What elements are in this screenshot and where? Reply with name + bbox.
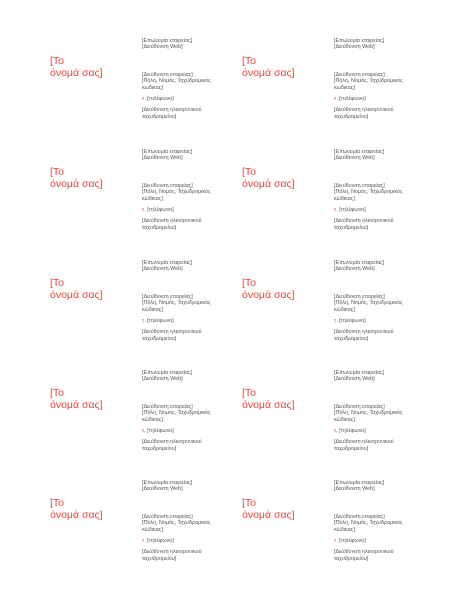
card-address-line1[interactable]: [Διεύθυνση εταιρείας]: [142, 293, 193, 300]
card-address-line2[interactable]: [Πόλη, Νομός, Ταχυδρομικός: [142, 410, 211, 417]
business-card: [50, 260, 240, 370]
business-card: [242, 260, 432, 370]
card-web[interactable]: [Διεύθυνση Web]: [142, 376, 183, 383]
card-address-line3[interactable]: κώδικας]: [334, 416, 355, 423]
business-card: [50, 370, 240, 480]
card-phone[interactable]: [τηλέφωνο]: [147, 538, 174, 545]
card-phone[interactable]: [τηλέφωνο]: [339, 538, 366, 545]
card-address-line3[interactable]: κώδικας]: [142, 526, 163, 533]
card-email-line2[interactable]: ταχυδρομείου]: [142, 555, 177, 562]
card-name[interactable]: [50, 497, 103, 521]
card-address-line1[interactable]: [Διεύθυνση εταιρείας]: [142, 182, 193, 189]
business-card: [242, 370, 432, 480]
card-phone-prefix: τ.: [334, 538, 338, 545]
spacer: [334, 51, 432, 72]
card-email-line1[interactable]: [Διεύθυνση ηλεκτρονικού: [334, 218, 394, 225]
card-name-line2: όνομά σας]: [50, 399, 103, 411]
card-address-line2[interactable]: [Πόλη, Νομός, Ταχυδρομικός: [334, 189, 403, 196]
card-name-line2: όνομά σας]: [242, 67, 295, 79]
card-email-line2[interactable]: ταχυδρομείου]: [334, 555, 369, 562]
card-web[interactable]: [Διεύθυνση Web]: [334, 266, 375, 273]
card-phone-prefix: τ.: [334, 318, 338, 325]
business-card: [50, 38, 240, 148]
card-email-line2[interactable]: ταχυδρομείου]: [334, 113, 369, 120]
card-name-line2: όνομά σας]: [242, 178, 295, 190]
spacer: [142, 383, 240, 404]
card-name[interactable]: [242, 166, 295, 190]
card-phone[interactable]: [τηλέφωνο]: [339, 318, 366, 325]
card-phone-prefix: τ.: [334, 96, 338, 103]
spacer: [142, 162, 240, 183]
card-address-line1[interactable]: [Διεύθυνση εταιρείας]: [142, 513, 193, 520]
card-web[interactable]: [Διεύθυνση Web]: [334, 486, 375, 493]
card-address-line3[interactable]: κώδικας]: [334, 195, 355, 202]
card-info: [334, 260, 432, 342]
card-name-line2: όνομά σας]: [50, 289, 103, 301]
card-phone-prefix: τ.: [334, 428, 338, 435]
card-phone[interactable]: [τηλέφωνο]: [147, 428, 174, 435]
card-name-line2: όνομά σας]: [242, 289, 295, 301]
card-phone[interactable]: [τηλέφωνο]: [339, 207, 366, 214]
card-name-line1: [Το: [242, 55, 257, 67]
card-address-line3[interactable]: κώδικας]: [334, 526, 355, 533]
card-name-line1: [Το: [242, 277, 257, 289]
card-name-line1: [Το: [50, 387, 65, 399]
card-name-line2: όνομά σας]: [50, 509, 103, 521]
card-info: [142, 260, 240, 342]
spacer: [142, 493, 240, 514]
card-address-line3[interactable]: κώδικας]: [334, 84, 355, 91]
card-address-line1[interactable]: [Διεύθυνση εταιρείας]: [334, 293, 385, 300]
card-name-line1: [Το: [50, 277, 65, 289]
card-address-line2[interactable]: [Πόλη, Νομός, Ταχυδρομικός: [142, 520, 211, 527]
card-name[interactable]: [242, 497, 295, 521]
card-address-line1[interactable]: [Διεύθυνση εταιρείας]: [142, 71, 193, 78]
card-address-line2[interactable]: [Πόλη, Νομός, Ταχυδρομικός: [334, 410, 403, 417]
card-email-line1[interactable]: [Διεύθυνση ηλεκτρονικού: [142, 218, 202, 225]
card-address-line3[interactable]: κώδικας]: [142, 195, 163, 202]
card-name[interactable]: [50, 55, 103, 79]
card-company[interactable]: [Επωνυμία εταιρείας]: [142, 370, 193, 376]
business-card: [242, 480, 432, 590]
card-info: [142, 370, 240, 452]
card-email-line1[interactable]: [Διεύθυνση ηλεκτρονικού: [142, 549, 202, 556]
spacer: [334, 383, 432, 404]
card-phone[interactable]: [τηλέφωνο]: [147, 96, 174, 103]
card-address-line2[interactable]: [Πόλη, Νομός, Ταχυδρομικός: [334, 300, 403, 307]
card-address-line1[interactable]: [Διεύθυνση εταιρείας]: [334, 403, 385, 410]
card-phone-prefix: τ.: [142, 207, 146, 214]
card-address-line3[interactable]: κώδικας]: [334, 306, 355, 313]
card-name[interactable]: [50, 387, 103, 411]
card-phone-prefix: τ.: [142, 318, 146, 325]
card-web[interactable]: [Διεύθυνση Web]: [334, 376, 375, 383]
card-info: [334, 149, 432, 231]
card-info: [142, 38, 240, 120]
card-address-line3[interactable]: κώδικας]: [142, 306, 163, 313]
card-name-line2: όνομά σας]: [242, 399, 295, 411]
card-web[interactable]: [Διεύθυνση Web]: [334, 44, 375, 51]
card-info: [142, 480, 240, 562]
card-phone[interactable]: [τηλέφωνο]: [147, 318, 174, 325]
card-name-line1: [Το: [50, 55, 65, 67]
card-address-line1[interactable]: [Διεύθυνση εταιρείας]: [334, 513, 385, 520]
card-phone-prefix: τ.: [142, 96, 146, 103]
card-email-line1[interactable]: [Διεύθυνση ηλεκτρονικού: [334, 107, 394, 114]
card-name-line2: όνομά σας]: [50, 178, 103, 190]
card-address-line1[interactable]: [Διεύθυνση εταιρείας]: [334, 182, 385, 189]
card-company[interactable]: [Επωνυμία εταιρείας]: [334, 260, 385, 266]
card-email-line1[interactable]: [Διεύθυνση ηλεκτρονικού: [334, 439, 394, 446]
card-info: [334, 480, 432, 562]
card-name[interactable]: [242, 277, 295, 301]
card-company[interactable]: [Επωνυμία εταιρείας]: [142, 260, 193, 266]
card-email-line2[interactable]: ταχυδρομείου]: [142, 113, 177, 120]
card-web[interactable]: [Διεύθυνση Web]: [142, 155, 183, 162]
spacer: [334, 273, 432, 294]
card-address-line3[interactable]: κώδικας]: [142, 416, 163, 423]
spacer: [142, 273, 240, 294]
card-email-line2[interactable]: ταχυδρομείου]: [142, 335, 177, 342]
card-company[interactable]: [Επωνυμία εταιρείας]: [334, 480, 385, 486]
card-name[interactable]: [50, 166, 103, 190]
card-email-line1[interactable]: [Διεύθυνση ηλεκτρονικού: [142, 329, 202, 336]
card-phone-prefix: τ.: [334, 207, 338, 214]
card-phone-prefix: τ.: [142, 538, 146, 545]
card-company[interactable]: [Επωνυμία εταιρείας]: [334, 38, 385, 44]
business-card: [242, 38, 432, 148]
card-name-line1: [Το: [50, 497, 65, 509]
card-company[interactable]: [Επωνυμία εταιρείας]: [334, 149, 385, 155]
card-email-line1[interactable]: [Διεύθυνση ηλεκτρονικού: [334, 549, 394, 556]
card-name-line1: [Το: [242, 497, 257, 509]
card-company[interactable]: [Επωνυμία εταιρείας]: [142, 480, 193, 486]
business-card: [242, 149, 432, 259]
card-company[interactable]: [Επωνυμία εταιρείας]: [142, 149, 193, 155]
spacer: [334, 162, 432, 183]
card-name-line1: [Το: [242, 166, 257, 178]
card-name-line2: όνομά σας]: [242, 509, 295, 521]
card-address-line1[interactable]: [Διεύθυνση εταιρείας]: [142, 403, 193, 410]
business-card: [50, 149, 240, 259]
card-name-line1: [Το: [50, 166, 65, 178]
card-email-line2[interactable]: ταχυδρομείου]: [334, 445, 369, 452]
card-name[interactable]: [242, 387, 295, 411]
card-web[interactable]: [Διεύθυνση Web]: [142, 486, 183, 493]
card-email-line2[interactable]: ταχυδρομείου]: [142, 445, 177, 452]
business-card: [50, 480, 240, 590]
card-company[interactable]: [Επωνυμία εταιρείας]: [334, 370, 385, 376]
card-name[interactable]: [50, 277, 103, 301]
card-info: [334, 370, 432, 452]
card-name-line1: [Το: [242, 387, 257, 399]
card-address-line2[interactable]: [Πόλη, Νομός, Ταχυδρομικός: [334, 78, 403, 85]
card-address-line2[interactable]: [Πόλη, Νομός, Ταχυδρομικός: [334, 520, 403, 527]
card-email-line2[interactable]: ταχυδρομείου]: [142, 224, 177, 231]
spacer: [142, 51, 240, 72]
card-web[interactable]: [Διεύθυνση Web]: [334, 155, 375, 162]
card-info: [142, 149, 240, 231]
card-email-line2[interactable]: ταχυδρομείου]: [334, 224, 369, 231]
card-phone[interactable]: [τηλέφωνο]: [339, 428, 366, 435]
card-web[interactable]: [Διεύθυνση Web]: [142, 44, 183, 51]
card-name-line2: όνομά σας]: [50, 67, 103, 79]
card-address-line2[interactable]: [Πόλη, Νομός, Ταχυδρομικός: [142, 189, 211, 196]
card-phone-prefix: τ.: [142, 428, 146, 435]
card-phone[interactable]: [τηλέφωνο]: [147, 207, 174, 214]
card-address-line2[interactable]: [Πόλη, Νομός, Ταχυδρομικός: [142, 78, 211, 85]
spacer: [334, 493, 432, 514]
card-email-line1[interactable]: [Διεύθυνση ηλεκτρονικού: [142, 107, 202, 114]
card-phone[interactable]: [τηλέφωνο]: [339, 96, 366, 103]
card-address-line2[interactable]: [Πόλη, Νομός, Ταχυδρομικός: [142, 300, 211, 307]
card-address-line1[interactable]: [Διεύθυνση εταιρείας]: [334, 71, 385, 78]
card-web[interactable]: [Διεύθυνση Web]: [142, 266, 183, 273]
card-email-line1[interactable]: [Διεύθυνση ηλεκτρονικού: [142, 439, 202, 446]
card-email-line2[interactable]: ταχυδρομείου]: [334, 335, 369, 342]
card-name[interactable]: [242, 55, 295, 79]
card-email-line1[interactable]: [Διεύθυνση ηλεκτρονικού: [334, 329, 394, 336]
card-company[interactable]: [Επωνυμία εταιρείας]: [142, 38, 193, 44]
card-info: [334, 38, 432, 120]
card-address-line3[interactable]: κώδικας]: [142, 84, 163, 91]
